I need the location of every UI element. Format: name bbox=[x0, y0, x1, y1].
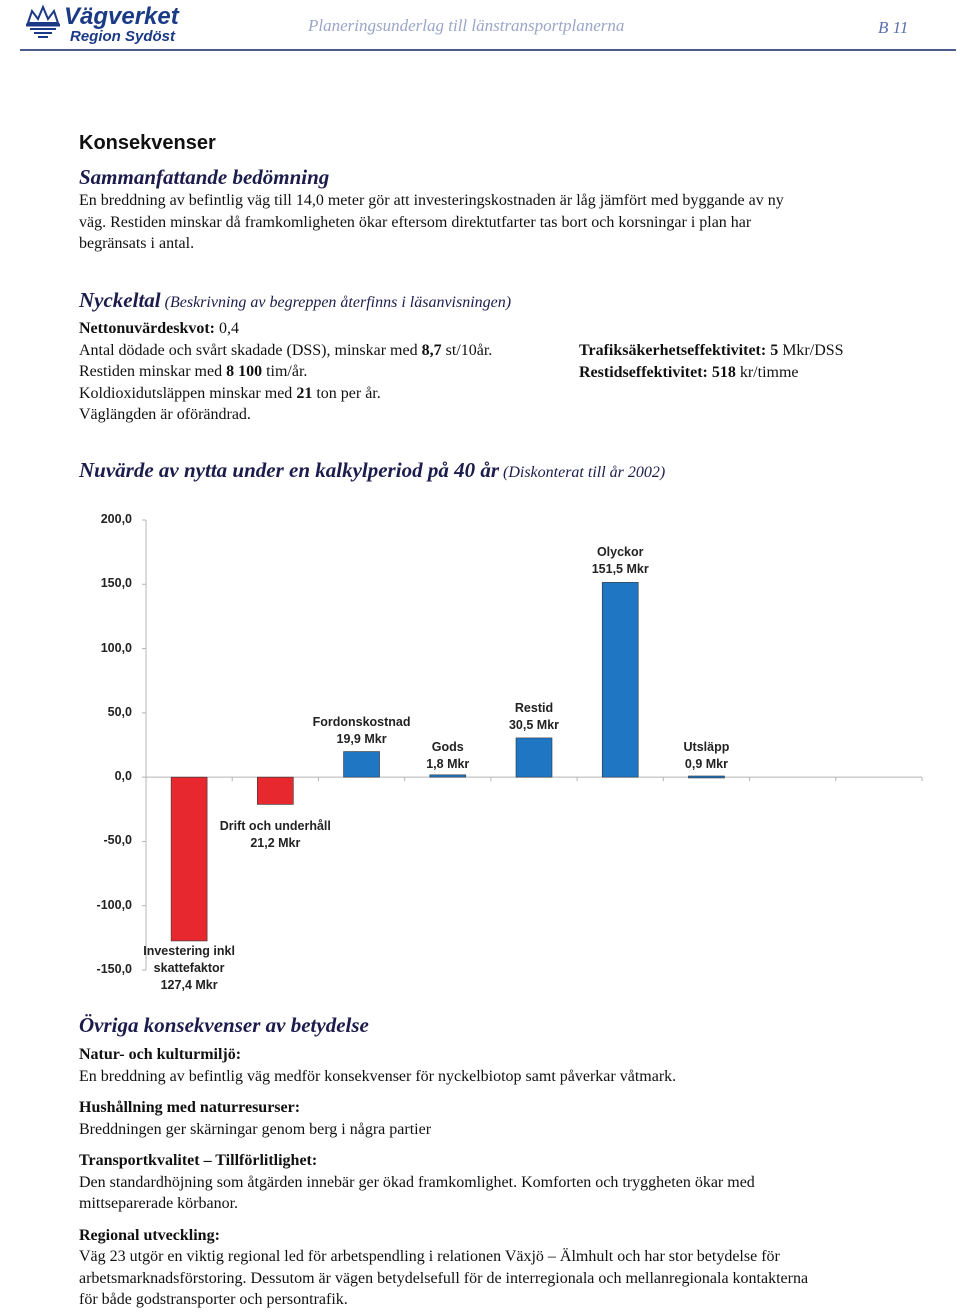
time-row bbox=[79, 361, 492, 383]
data-label-line: Investering inkl bbox=[143, 943, 235, 958]
dss-unit: st/10år. bbox=[445, 341, 493, 359]
y-tick-label: 150,0 bbox=[100, 576, 132, 591]
safety-label: Trafiksäkerhetseffektivitet: bbox=[579, 342, 767, 359]
safety-unit: Mkr/DSS bbox=[782, 342, 844, 359]
bar-6 bbox=[688, 776, 724, 778]
data-label bbox=[373, 739, 523, 773]
benefit-bar-chart bbox=[0, 500, 960, 1000]
timeeff-row bbox=[579, 362, 844, 384]
chart-note: (Diskonterat till år 2002) bbox=[503, 464, 666, 481]
y-tick-label: -150,0 bbox=[96, 962, 132, 976]
other-section bbox=[79, 1044, 949, 1311]
transport-label: Transportkvalitet – Tillförlitlighet: bbox=[79, 1152, 318, 1169]
data-label-line: skattefaktor bbox=[153, 960, 225, 975]
safety-value: 5 bbox=[770, 342, 779, 359]
keyfigures-heading-row bbox=[79, 288, 511, 313]
co2-row bbox=[79, 383, 492, 405]
y-tick-label: 200,0 bbox=[100, 512, 132, 526]
data-label-line: 19,9 Mkr bbox=[336, 731, 387, 746]
timeeff-label: Restidseffektivitet: bbox=[579, 363, 708, 381]
dss-label: Antal dödade och svårt skadade (DSS), minskar med bbox=[79, 341, 418, 359]
summary-heading: Sammanfattande bedömning bbox=[79, 165, 330, 189]
bar-3 bbox=[430, 775, 466, 777]
logo bbox=[22, 3, 182, 47]
co2-value: 21 bbox=[296, 384, 313, 402]
data-label bbox=[459, 700, 609, 734]
regional-label: Regional utveckling: bbox=[79, 1226, 220, 1244]
bar-0 bbox=[171, 777, 207, 941]
nnk-row bbox=[79, 318, 492, 340]
y-tick-label: -100,0 bbox=[96, 897, 132, 912]
data-label bbox=[114, 943, 264, 994]
regional-line: för både godstransporter och persontrafik. bbox=[79, 1291, 348, 1308]
data-label-line: Drift och underhåll bbox=[219, 819, 331, 834]
chart-heading: Nuvärde av nytta under en kalkylperiod på 40 år bbox=[79, 458, 499, 482]
co2-label: Koldioxidutsläppen minskar med bbox=[79, 384, 293, 402]
y-tick-label: 50,0 bbox=[107, 704, 132, 719]
nature-label: Natur- och kulturmiljö: bbox=[79, 1046, 242, 1063]
header-title: Planeringsunderlag till länstransportplanerna bbox=[308, 16, 625, 35]
summary-line: En breddning av befintlig väg till 14,0 meter gör att investeringskostnaden är låg jämfört med byggande av ny bbox=[79, 192, 784, 209]
data-label-line: 21,2 Mkr bbox=[250, 836, 301, 851]
regional-line: arbetsmarknadsförstoring. Dessutom är vägen betydelsefull för de interregionala och mellanregionala kontakterna bbox=[79, 1269, 809, 1287]
data-label-line: 151,5 Mkr bbox=[591, 562, 649, 577]
data-label-line: 127,4 Mkr bbox=[160, 977, 218, 992]
data-label-line: Olyckor bbox=[596, 545, 644, 560]
bar-1 bbox=[257, 777, 293, 804]
summary-line: väg. Restiden minskar då framkomligheten ökar eftersom direktutfarter tas bort och korsningar i plan har bbox=[79, 213, 752, 231]
header-divider bbox=[20, 49, 956, 51]
header-page-number: B 11 bbox=[878, 18, 909, 37]
dss-row bbox=[79, 340, 492, 362]
data-label bbox=[200, 818, 350, 852]
data-label bbox=[545, 544, 695, 578]
transport-line: mittseparerade körbanor. bbox=[79, 1195, 239, 1212]
other-heading: Övriga konsekvenser av betydelse bbox=[79, 1013, 369, 1037]
data-label-line: 1,8 Mkr bbox=[426, 757, 470, 772]
data-label-line: Restid bbox=[514, 700, 554, 715]
time-value: 8 100 bbox=[226, 363, 263, 380]
keyfigures-right bbox=[579, 340, 844, 383]
data-label bbox=[631, 739, 781, 773]
data-label-line: 0,9 Mkr bbox=[684, 757, 728, 772]
timeeff-value: 518 bbox=[711, 363, 736, 381]
crown-emblem-icon bbox=[22, 3, 64, 45]
data-label-line: Fordonskostnad bbox=[312, 714, 411, 729]
data-label-line: Gods bbox=[431, 740, 464, 755]
summary-text bbox=[79, 190, 939, 255]
dss-value: 8,7 bbox=[421, 341, 442, 359]
time-unit: tim/år. bbox=[266, 363, 308, 380]
keyfigures-left bbox=[79, 318, 492, 426]
co2-unit: ton per år. bbox=[316, 384, 381, 402]
y-tick-label: 100,0 bbox=[100, 640, 132, 655]
regional-line: Väg 23 utgör en viktig regional led för arbetspendling i relationen Växjö – Älmhult och har stor betydelse för bbox=[79, 1248, 780, 1265]
safety-row bbox=[579, 340, 844, 362]
nnk-value: 0,4 bbox=[219, 320, 239, 337]
time-label: Restiden minskar med bbox=[79, 363, 223, 380]
y-tick-label: 0,0 bbox=[114, 769, 132, 784]
timeeff-unit: kr/timme bbox=[739, 363, 799, 381]
resources-text: Breddningen ger skärningar genom berg i några partier bbox=[79, 1120, 432, 1138]
data-label-line: Utsläpp bbox=[683, 740, 730, 755]
keyfigures-note: (Beskrivning av begreppen återfinns i läsanvisningen) bbox=[164, 294, 512, 311]
y-tick-label: -50,0 bbox=[103, 833, 132, 848]
logo-name: Vägverket bbox=[64, 3, 179, 30]
transport-line: Den standardhöjning som åtgärden innebär ger ökad framkomlighet. Komforten och tryggheten ökar med bbox=[79, 1173, 755, 1191]
nnk-label: Nettonuvärdeskvot: bbox=[79, 320, 215, 337]
chart-heading-row bbox=[79, 458, 665, 483]
nature-text: En breddning av befintlig väg medför konsekvenser för nyckelbiotop samt påverkar våtmark. bbox=[79, 1067, 677, 1085]
logo-region: Region Sydöst bbox=[70, 28, 176, 45]
section-heading-consequences: Konsekvenser bbox=[79, 132, 216, 154]
data-label-line: 30,5 Mkr bbox=[508, 717, 560, 732]
resources-label: Hushållning med naturresurser: bbox=[79, 1099, 301, 1116]
length-row: Väglängden är oförändrad. bbox=[79, 406, 251, 423]
keyfigures-heading: Nyckeltal bbox=[79, 288, 161, 312]
summary-line: begränsats i antal. bbox=[79, 235, 195, 252]
